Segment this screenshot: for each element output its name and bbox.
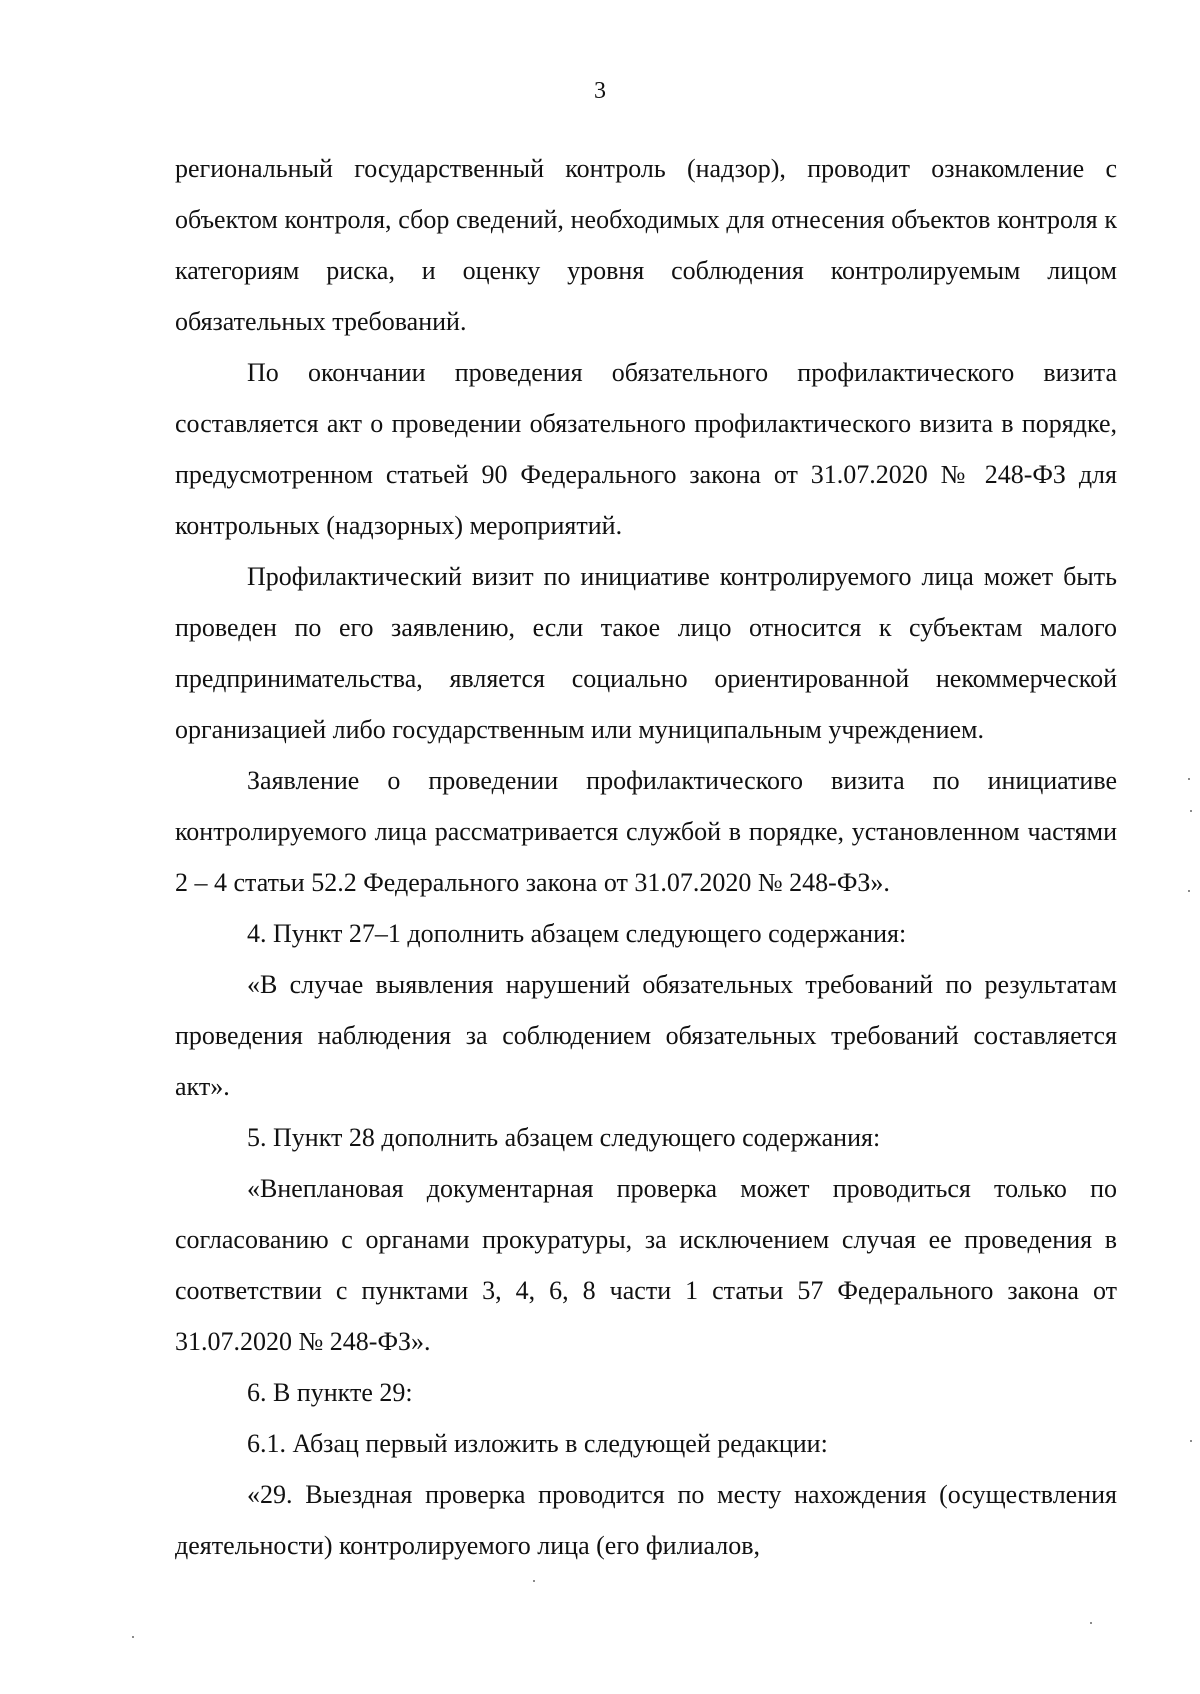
scan-speck [1190,1440,1192,1442]
scan-speck [1090,1622,1092,1624]
paragraph-item-29-quote: «29. Выездная проверка проводится по месту нахождения (осуществления деятельности) контролируемого лица (его филиалов, [175,1480,1117,1560]
paragraph-application: Заявление о проведении профилактического визита по инициативе контролируемого лица рассматривается службой в порядке, установленном частями 2 – 4 статьи 52.2 Федерального закона от 31.07.2020 № 248-ФЗ». [175,766,1117,897]
paragraph-item-5: 5. Пункт 28 дополнить абзацем следующего содержания: [247,1123,881,1152]
scan-speck [1188,890,1190,892]
paragraph-item-6: 6. В пункте 29: [247,1378,413,1407]
paragraph-item-4: 4. Пункт 27–1 дополнить абзацем следующего содержания: [247,919,907,948]
paragraph-visit-act: По окончании проведения обязательного профилактического визита составляется акт о проведении обязательного профилактического визита в порядке, предусмотренном статьей 90 Федерального закона от 31.07.2020 № 248-ФЗ для контрольных (надзорных) мероприятий. [175,358,1117,540]
paragraph-initiative-visit: Профилактический визит по инициативе контролируемого лица может быть проведен по его заявлению, если такое лицо относится к субъектам малого предпринимательства, является социально ориентированной некоммерческой организацией либо государственным или муниципальным учреждением. [175,562,1117,744]
paragraph-item-5-quote: «Внеплановая документарная проверка может проводиться только по согласованию с органами прокуратуры, за исключением случая ее проведения в соответствии с пунктами 3, 4, 6, 8 части 1 статьи 57 Федерального закона от 31.07.2020 № 248-ФЗ». [175,1174,1117,1356]
paragraph-item-6-1: 6.1. Абзац первый изложить в следующей редакции: [247,1429,828,1458]
scan-speck [1190,810,1192,812]
paragraph-item-4-quote: «В случае выявления нарушений обязательных требований по результатам проведения наблюдения за соблюдением обязательных требований составляется акт». [175,970,1117,1101]
scan-speck [533,1580,535,1582]
paragraph-continuation: региональный государственный контроль (надзор), проводит ознакомление с объектом контроля, сбор сведений, необходимых для отнесения объектов контроля к категориям риска, и оценку уровня соблюдения контролируемым лицом обязательных требований. [175,154,1117,336]
page-number: 3 [594,78,606,104]
document-body [175,143,1117,1571]
scan-speck [132,1636,134,1638]
scan-speck [1188,778,1190,780]
